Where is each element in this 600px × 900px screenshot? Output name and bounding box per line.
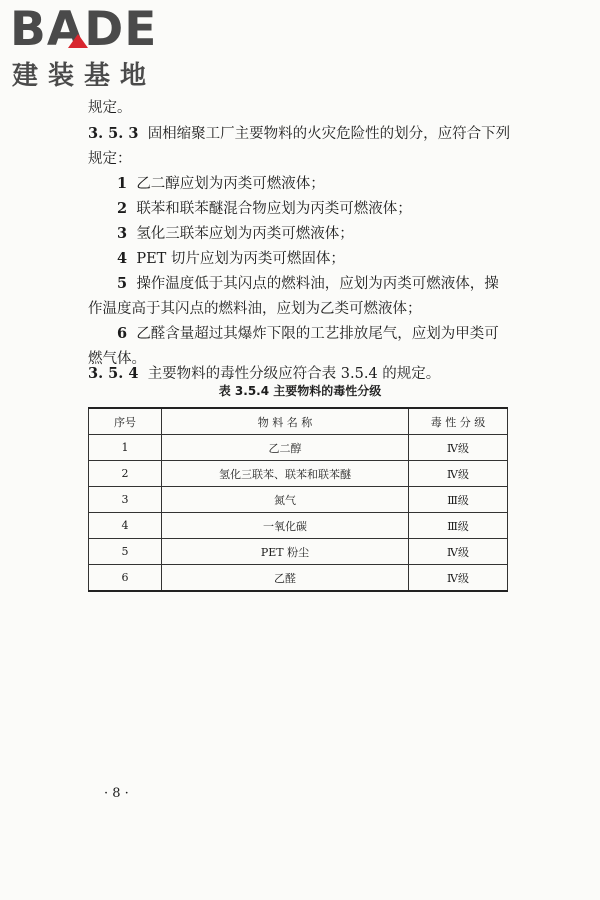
table-cell: 乙醛 (162, 565, 409, 592)
item-number: 6 (117, 325, 128, 342)
text-line: 燃气体。 (88, 351, 146, 367)
table-cell: 氮气 (162, 487, 409, 513)
table-cell: 6 (89, 565, 162, 592)
item-text: 联苯和联苯醚混合物应划为丙类可燃液体； (136, 201, 412, 217)
table-cell: 3 (89, 487, 162, 513)
logo-triangle-icon (68, 34, 88, 48)
table-row (89, 565, 508, 592)
table-row (89, 513, 508, 539)
list-item (117, 249, 345, 269)
page-number: · 8 · (104, 786, 129, 801)
clause-3-5-3 (88, 124, 510, 144)
item-text: 氢化三联苯应划为丙类可燃液体； (136, 226, 354, 242)
table-cell: 2 (89, 461, 162, 487)
table-cell: PET 粉尘 (162, 539, 409, 565)
list-item (117, 324, 499, 344)
table-cell: Ⅲ级 (409, 487, 508, 513)
item-text: 乙二醇应划为丙类可燃液体； (136, 176, 325, 192)
clause-text: 主要物料的毒性分级应符合表 3.5.4 的规定。 (147, 366, 441, 382)
table-row (89, 435, 508, 461)
header-cell: 毒 性 分 级 (409, 408, 508, 435)
table-cell: Ⅲ级 (409, 513, 508, 539)
list-item (117, 224, 354, 244)
clause-text: 固相缩聚工厂主要物料的火灾危险性的划分，应符合下列 (147, 126, 511, 142)
table-cell: Ⅳ级 (409, 565, 508, 592)
clause-3-5-4 (88, 364, 440, 384)
item-number: 2 (117, 200, 128, 217)
table-cell: 一氧化碳 (162, 513, 409, 539)
table-row (89, 487, 508, 513)
table-cell: Ⅳ级 (409, 435, 508, 461)
toxicity-table (88, 407, 508, 592)
header-cell: 序号 (89, 408, 162, 435)
table-cell: 氢化三联苯、联苯和联苯醚 (162, 461, 409, 487)
text-line: 规定。 (88, 100, 132, 116)
table-caption: 表 3.5.4 主要物料的毒性分级 (218, 384, 382, 398)
item-number: 1 (117, 175, 128, 192)
table-cell: 4 (89, 513, 162, 539)
table-cell: 5 (89, 539, 162, 565)
table-row (89, 461, 508, 487)
clause-number: 3. 5. 4 (88, 365, 139, 382)
item-number: 3 (117, 225, 128, 242)
list-item (117, 174, 325, 194)
item-text: 操作温度低于其闪点的燃料油，应划为丙类可燃液体，操 (136, 276, 499, 292)
table-row (89, 539, 508, 565)
item-number: 5 (117, 275, 128, 292)
header-cell: 物 料 名 称 (162, 408, 409, 435)
item-number: 4 (117, 250, 128, 267)
logo-subtitle: 建装基地 (12, 61, 157, 91)
text-line: 规定： (88, 151, 132, 167)
item-text: PET 切片应划为丙类可燃固体； (136, 251, 345, 267)
logo-brand: BADE (10, 2, 158, 57)
table-cell: 乙二醇 (162, 435, 409, 461)
table-cell: Ⅳ级 (409, 461, 508, 487)
table-cell: 1 (89, 435, 162, 461)
table-cell: Ⅳ级 (409, 539, 508, 565)
list-item (117, 274, 499, 294)
bade-logo (10, 4, 180, 94)
table-header-row (89, 408, 508, 435)
item-text: 乙醛含量超过其爆炸下限的工艺排放尾气，应划为甲类可 (136, 326, 499, 342)
list-item (117, 199, 412, 219)
clause-number: 3. 5. 3 (88, 125, 139, 142)
text-line: 作温度高于其闪点的燃料油，应划为乙类可燃液体； (88, 301, 422, 317)
